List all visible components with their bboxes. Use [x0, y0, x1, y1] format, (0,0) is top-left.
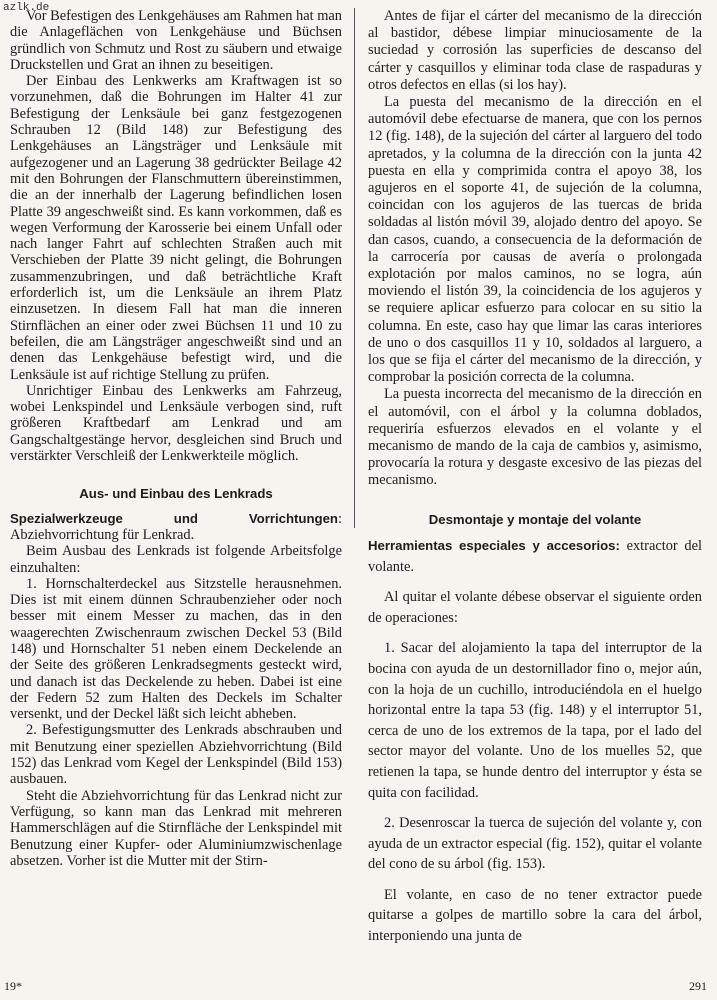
tools-paragraph [10, 511, 342, 544]
paragraph: Al quitar el volante débese observar el siguiente orden de operaciones: [368, 589, 702, 626]
paragraph: 2. Befestigungsmutter des Lenkrads abschrauben und mit Benutzung einer speziellen Abziehvorrichtung (Bild 152) das Lenkrad vom Kegel der Lenkspindel (Bild 153) ausbauen. [10, 722, 342, 788]
tools-label: Spezialwerkzeuge und Vorrichtungen [10, 510, 338, 526]
section-heading: Aus- und Einbau des Lenkrads [79, 486, 273, 502]
paragraph: Unrichtiger Einbau des Lenkwerks am Fahrzeug, wobei Lenkspindel und Lenksäule verbogen sind, ruft größeren Kraftbedarf am Lenkrad und am Gangschaltgestänge hervor, desgleichen sind Bruch und verstärkter Verschleiß der Lenkwerkteile möglich. [10, 382, 342, 465]
page-number-left: 19* [4, 979, 22, 993]
section-heading: Desmontaje y montaje del volante [428, 511, 642, 527]
tools-label: Herramientas especiales y accesorios: [368, 537, 620, 553]
tools-text: extractor del volante. [368, 537, 702, 575]
spanish-procedure [368, 536, 702, 947]
watermark: azlk.de [3, 2, 50, 14]
paragraph: El volante, en caso de no tener extractor puede quitarse a golpes de martillo sobre la cara del árbol, interponiendo una junta de [368, 886, 702, 945]
paragraph: 1. Hornschalterdeckel aus Sitzstelle herausnehmen. Dies ist mit einem dünnen Schraubenzieher oder noch besser mit einem Messer zu machen, das in den waagerechten Zwischenraum zwischen Deckel 53 (Bild 148) und Hornschalter 51 neben einem Deckelende an der Seite des größeren Lenkradsegments gesteckt wird, und danach ist das Deckelende zu heben. Dabei ist eine der Federn 52 zum Halten des Deckels im Schalter versenkt, und der Deckel läßt sich leicht abheben. [10, 575, 342, 723]
tools-paragraph [368, 536, 702, 577]
spanish-column [368, 8, 702, 947]
paragraph: Steht die Abziehvorrichtung für das Lenkrad nicht zur Verfügung, so kann man das Lenkrad mit mehreren Hammerschlägen auf die Stirnfläche der Lenkspindel mit Benutzung einer Kupfer- oder Aluminiumzwischenlage absetzen. Vorher ist die Mutter mit der Stirn- [10, 787, 342, 869]
column-divider [354, 8, 355, 528]
paragraph: 2. Desenroscar la tuerca de sujeción del volante y, con ayuda de un extractor especial (fig. 152), quitar el volante del cono de su árbol (fig. 153). [368, 815, 702, 873]
spanish-intro [368, 8, 702, 490]
german-column [10, 8, 342, 869]
paragraph: Antes de fijar el cárter del mecanismo de la dirección al bastidor, débese limpiar minuciosamente de la suciedad y corrosión las superficies de descanso del cárter y casquillos y eliminar toda clase de raspaduras y otros defectos en ellas (si los hay). [368, 8, 702, 93]
paragraph: Beim Ausbau des Lenkrads ist folgende Arbeitsfolge einzuhalten: [10, 543, 342, 576]
paragraph: La puesta incorrecta del mecanismo de la dirección en el automóvil, con el árbol y la columna doblados, requeriría esfuerzos elevados en el volante y el mecanismo de mando de la caja de cambios y, asimismo, provocaría la rotura y desgaste excesivo de las piezas del mecanismo. [368, 386, 702, 489]
paragraph: La puesta del mecanismo de la dirección en el automóvil debe efectuarse de manera, que con los pernos 12 (fig. 148), de la sujeción del cárter al larguero del todo apretados, y la columna de la dirección con la junta 42 puesta en ella y comprimida contra el apoyo 38, los agujeros en el soporte 41, de sujeción de la columna, coincidan con los agujeros de las tuercas de brida soldadas al listón móvil 39, alojado dentro del apoyo. Se dan casos, cuando, a consecuencia de la deformación de la carrocería por causas de avería o prolongada explotación por malos caminos, no se logra, aún moviendo el listón 39, la coincidencia de los agujeros y se requiere aplicar esfuerzo para colocar en su sitio la columna. En este, caso hay que limar las caras interiores de uno o dos casquillos 11 y 10, soldados al larguero, a los que se fija el cárter del mecanismo de la dirección, y comprobar la posición correcta de la columna. [368, 94, 702, 386]
page-number-right: 291 [689, 979, 707, 993]
paragraph: Der Einbau des Lenkwerks am Kraftwagen ist so vorzunehmen, daß die Bohrungen im Halter 41 zur Befestigung der Lenksäule bei ganz festgezogenen Schrauben 12 (Bild 148) zur Befestigung des Lenkgehäuses an Längsträger und Lenksäule mit aufgezogener und an Lagerung 38 gedrückter Beilage 42 mit den Bohrungen der Flanschmuttern übereinstimmen, die an der innerhalb der Lagerung befindlichen losen Platte 39 angeschweißt sind. Es kann vorkommen, daß es wegen Verformung der Karosserie bei einem Unfall oder nach langer Fahrt auf schlechten Straßen auch mit Verschieben der Platte 39 nicht gelingt, die Bohrungen zusammenzubringen, und daß beträchtliche Kraft erforderlich ist, um die Lenksäule an ihrem Platz einzusetzen. In diesem Fall hat man die inneren Stirnflächen an einer oder zwei Büchsen 11 und 10 zu befeilen, die am Längsträger angeschweißt sind und an denen das Lenkgehäuse befestigt wird, und die Lenksäule ist auf richtige Stellung zu prüfen. [10, 73, 342, 383]
paragraph: 1. Sacar del alojamiento la tapa del interruptor de la bocina con ayuda de un destornillador fino o, mejor aún, con la hoja de un cuchillo, introduciéndola en el huelgo horizontal entre la tapa 53 (fig. 148) y el interruptor 51, cerca de uno de los extremos de la tapa, por el lado del sector mayor del volante. Uno de los muelles 52, que retienen la tapa, se hunde dentro del interruptor y ésta se quita con facilidad. [368, 640, 702, 801]
paragraph: Vor Befestigen des Lenkgehäuses am Rahmen hat man die Anlageflächen von Lenkgehäuse und Büchsen gründlich von Schmutz und Rost zu säubern und etwaige Druckstellen und Grat an ihnen zu beseitigen. [10, 8, 342, 73]
tools-text: : Abziehvorrichtung für Lenkrad. [10, 510, 342, 543]
